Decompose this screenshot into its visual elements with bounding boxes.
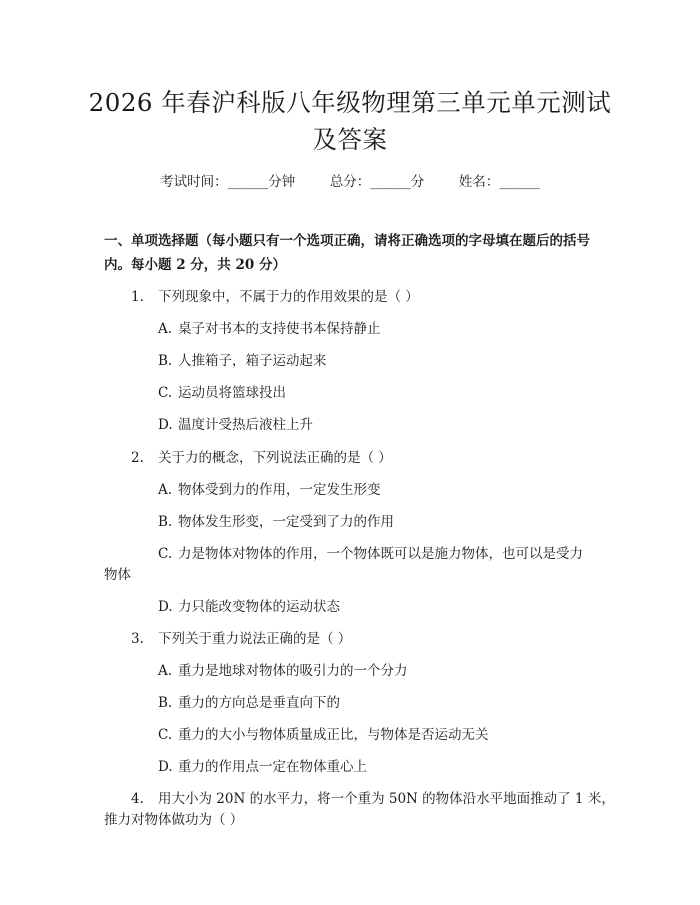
option-1d bbox=[158, 413, 313, 433]
option-letter: B. bbox=[158, 353, 173, 369]
score-label: 总分： bbox=[329, 174, 371, 190]
option-letter: D. bbox=[158, 759, 173, 775]
option-text: 桌子对书本的支持使书本保持静止 bbox=[178, 321, 381, 337]
option-text: 力是物体对物体的作用，一个物体既可以是施力物体，也可以是受力 bbox=[178, 546, 583, 562]
option-2a bbox=[158, 478, 381, 498]
option-3b bbox=[158, 691, 340, 711]
option-text: 人推箱子，箱子运动起来 bbox=[178, 353, 327, 369]
section-heading: 一、单项选择题（每小题只有一个选项正确，请将正确选项的字母填在题后的括号内。每小题 2 分，共 20 分） bbox=[104, 233, 590, 273]
option-text: 力只能改变物体的运动状态 bbox=[178, 599, 340, 615]
option-3c bbox=[158, 723, 489, 743]
option-letter: D. bbox=[158, 599, 173, 615]
name-blank: ______ bbox=[499, 174, 540, 190]
option-3d bbox=[158, 755, 367, 775]
question-stem: 下列现象中，不属于力的作用效果的是（ ） bbox=[158, 289, 419, 305]
option-letter: A. bbox=[158, 482, 173, 498]
option-text: 运动员将篮球投出 bbox=[178, 385, 286, 401]
option-2c bbox=[158, 542, 583, 562]
option-1c bbox=[158, 381, 286, 401]
question-number: 4. bbox=[131, 791, 144, 807]
question-1 bbox=[131, 285, 419, 305]
option-text: 重力的大小与物体质量成正比，与物体是否运动无关 bbox=[178, 727, 489, 743]
time-unit: 分钟 bbox=[268, 174, 296, 190]
question-number: 1. bbox=[131, 289, 144, 305]
score-unit: 分 bbox=[410, 174, 425, 190]
question-3 bbox=[131, 627, 351, 647]
question-4 bbox=[131, 787, 615, 807]
question-2 bbox=[131, 446, 392, 466]
question-stem: 下列关于重力说法正确的是（ ） bbox=[158, 631, 352, 647]
option-text: 温度计受热后液柱上升 bbox=[178, 417, 313, 433]
option-2d bbox=[158, 595, 340, 615]
time-label: 考试时间： bbox=[160, 174, 228, 190]
option-letter: C. bbox=[158, 385, 173, 401]
option-text: 物体发生形变，一定受到了力的作用 bbox=[178, 514, 394, 530]
option-2b bbox=[158, 510, 394, 530]
name-label: 姓名： bbox=[458, 174, 500, 190]
option-1b bbox=[158, 349, 327, 369]
option-letter: C. bbox=[158, 727, 173, 743]
option-letter: A. bbox=[158, 663, 173, 679]
page-title: 2026 年春沪科版八年级物理第三单元单元测试及答案 bbox=[88, 88, 612, 154]
time-blank: ______ bbox=[227, 174, 269, 190]
option-letter: D. bbox=[158, 417, 173, 433]
question-number: 2. bbox=[131, 450, 144, 466]
option-text: 重力的作用点一定在物体重心上 bbox=[178, 759, 367, 775]
question-stem: 用大小为 20N 的水平力，将一个重为 50N 的物体沿水平地面推动了 1 米， bbox=[158, 791, 615, 807]
option-letter: B. bbox=[158, 514, 173, 530]
exam-info-line bbox=[0, 170, 700, 190]
option-2c-continuation: 物体 bbox=[104, 567, 131, 583]
option-letter: B. bbox=[158, 695, 173, 711]
question-stem: 关于力的概念，下列说法正确的是（ ） bbox=[158, 450, 392, 466]
question-4-continuation: 推力对物体做功为（ ） bbox=[104, 812, 244, 828]
option-letter: A. bbox=[158, 321, 173, 337]
score-blank: ______ bbox=[370, 174, 411, 190]
option-text: 重力是地球对物体的吸引力的一个分力 bbox=[178, 663, 408, 679]
option-3a bbox=[158, 659, 408, 679]
question-number: 3. bbox=[131, 631, 144, 647]
option-1a bbox=[158, 317, 381, 337]
option-text: 物体受到力的作用，一定发生形变 bbox=[178, 482, 381, 498]
option-letter: C. bbox=[158, 546, 173, 562]
option-text: 重力的方向总是垂直向下的 bbox=[178, 695, 340, 711]
